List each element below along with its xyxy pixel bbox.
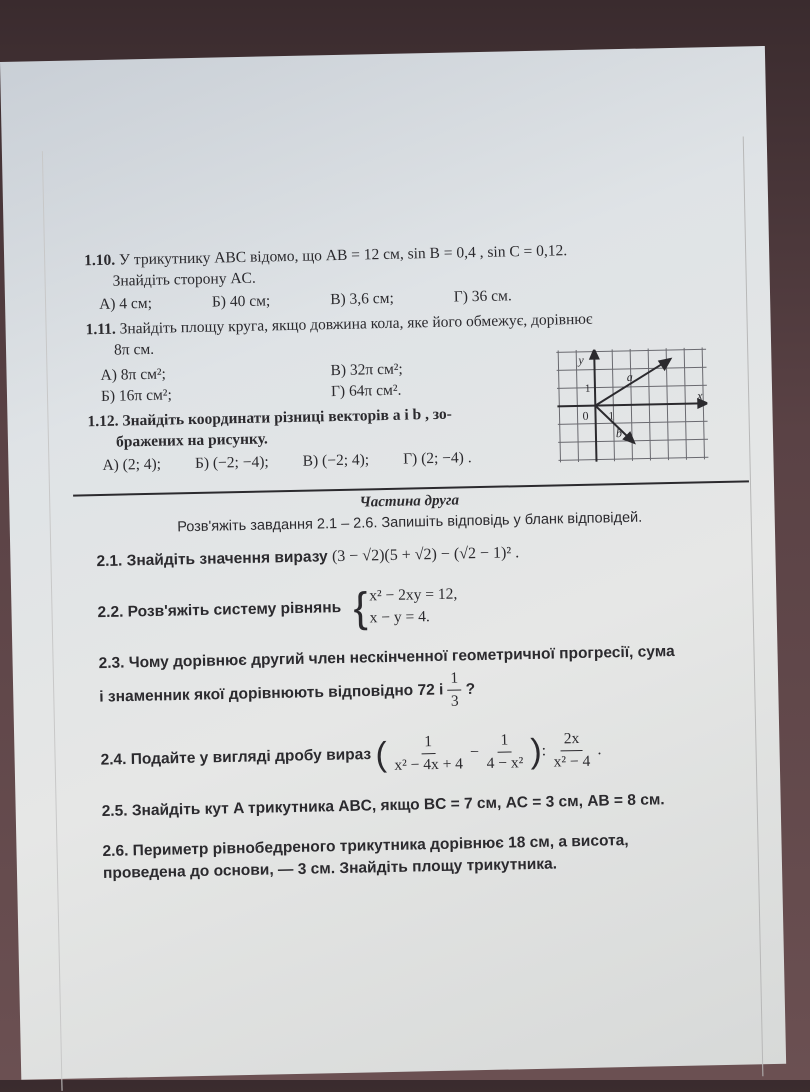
coordinate-grid [556,347,708,470]
option-g: Г) 36 см. [453,287,512,306]
fraction-denominator: 4 − x² [486,754,524,772]
origin-label: 0 [582,408,589,423]
task-expression: (3 − √2)(5 + √2) − (√2 − 1)² . [331,544,520,566]
option-b: Б) (−2; −4); [194,453,269,473]
task-text: 2.6. Периметр рівнобедреного трикутника дорівнює 18 см, а висота, [102,832,629,861]
right-paren: ) [529,732,543,771]
fraction-denominator: x² − 4x + 4 [394,755,464,774]
equation-system [353,584,458,630]
fraction-denominator: 3 [450,692,459,710]
task-text-cont: 8π см. [113,340,155,359]
task-text-cont: і знаменник якої дорівнюють відповідно 72 і [99,681,444,706]
x-unit-label: 1 [608,410,615,423]
y-unit-label: 1 [584,382,591,395]
task-1-10 [84,237,725,315]
task-text: 2.2. Розв'яжіть систему рівнянь [97,599,342,622]
y-axis-label: y [578,352,584,367]
fraction [447,667,462,712]
option-v: В) 3,6 см; [330,289,395,309]
task-2-1 [96,538,730,573]
option-a: А) (2; 4); [102,455,162,474]
task-text-cont: Знайдіть сторону AC. [112,269,256,290]
fraction-denominator: x² − 4 [553,752,591,771]
option-a: А) 8π см²; [100,365,167,384]
task-number: 1.12. [87,412,119,431]
part2-title: Частина друга [359,492,460,511]
brace-symbol: { [352,583,368,631]
task-text: Знайдіть площу круга, якщо довжина кола, яке його обмежує, дорівнює [119,310,593,338]
fraction-numerator: 1 [421,731,435,754]
period: . [597,741,602,759]
task-2-6 [102,828,737,885]
task-number: 1.10. [84,251,116,270]
task-text: 2.5. Знайдіть кут A трикутника ABC, якщо BC = 7 см, AC = 3 см, AB = 8 см. [101,791,665,821]
paper-sheet [0,46,786,1080]
option-b: Б) 16π см²; [100,386,172,405]
fraction-2 [483,729,527,775]
task-text: 2.4. Подайте у вигляді дробу вираз [100,745,372,769]
task-text: Знайдіть координати різниці векторів a і b , зо- [122,405,453,430]
task-2-2 [97,578,732,635]
task-text: 2.3. Чому дорівнює другий член нескінченної геометричної прогресії, сума [98,643,675,673]
option-a: А) 4 см; [98,294,153,313]
vector-figure [556,347,709,475]
task-text-cont: проведена до основи, — 3 см. Знайдіть площу трикутника. [102,855,558,883]
part2-instruction: Розв'яжіть завдання 2.1 – 2.6. Запишіть відповідь у бланк відповідей. [177,509,643,536]
option-g: Г) (2; −4) . [402,449,472,468]
colon-sign: : [541,742,547,760]
option-g: Г) 64π см². [330,381,402,401]
fraction-1 [391,730,467,777]
vector-a-label: a [626,369,633,384]
task-2-3 [98,640,733,720]
task-text-cont: бражених на рисунку. [115,430,268,451]
fraction-numerator: 2x [561,728,583,751]
option-v: В) 32π см²; [330,360,403,380]
task-2-5 [101,788,735,823]
task-text: 2.1. Знайдіть значення виразу [96,548,328,571]
fraction-numerator: 1 [497,729,511,752]
page-content [84,237,738,903]
task-number: 1.11. [85,320,116,339]
minus-sign: − [469,743,480,761]
task-2-4 [100,725,735,783]
equation-2: x − y = 4. [369,608,430,627]
fraction-numerator: 1 [447,667,461,690]
option-b: Б) 40 см; [211,292,271,311]
x-axis-label: x [696,388,703,403]
left-paren: ( [375,735,388,774]
task-tail: ? [465,680,476,698]
task-text: У трикутнику ABC відомо, що AB = 12 см, sin B = 0,4 , sin C = 0,12. [118,242,568,269]
fraction-3 [550,728,594,774]
option-v: В) (−2; 4); [302,451,370,470]
equation-1: x² − 2xy = 12, [369,585,458,605]
vector-b-label: b [615,426,623,441]
